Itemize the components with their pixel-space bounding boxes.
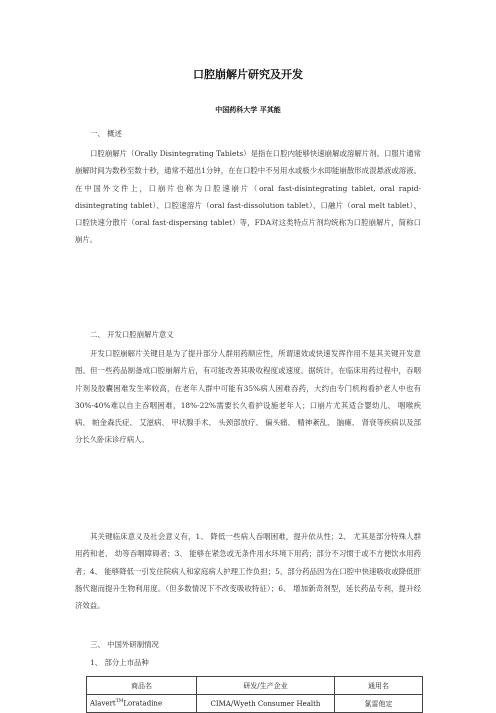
paragraph-significance-2: 其关键临床意义及社会意义有，1、 降低一些病人吞咽困难，提升依从性；2、 尤其是部分特殊人群用药和老、 幼等吞咽障碍者；3、 能够在紧急或无条件用水环境下用药；部分不习惯于或不方便饮水用药者；4、 能够降低一引发住院病人和家庭病人护理工作负担；5、部分药品因为在口腔中快速吸收或降低肝肠代谢而提升生物利用度。（但多数情况下不改变吸收特征）；6、 增加新奇剂型，延长药品专利，提升经济效益。 (75, 532, 421, 611)
table-header-company: 研发/生产企业 (197, 677, 335, 695)
table-row (87, 695, 423, 713)
paragraph-significance-1: 开发口腔崩解片关键目是为了提升部分人群用药顺应性，所谓速效或快速发挥作用不是其关键开发意图。但一些药品制备成口腔崩解片后，有可能改善其吸收程度或速度。据统计，在临床用药过程中，吞咽片剂及胶囊困难发生率较高，在老年人群中可能有35%病人困难吞药，大约由专门机构看护老人中也有30%-40%难以自主吞咽困难，18%-22%需要长久看护设施老年人；口崩片尤其适合婴幼儿、 咽喉疾病、 帕金森氏症、 艾滋病、 甲状腺手术、 头颈部放疗、 偏头痛、 精神紊乱、 脑瘫、 肾衰等疾病以及部分长久卧床诊疗病人。 (75, 349, 421, 445)
section-heading-significance: 二、 开发口腔崩解片意义 (90, 330, 174, 339)
trademark-mark: TM (115, 699, 124, 705)
products-table (86, 676, 423, 713)
section-heading-research: 三、 中国外研制情况 (90, 640, 159, 649)
paragraph-overview: 口腔崩解片（Orally Disintegrating Tablets）是指在口腔内能够快速崩解或溶解片剂。口服片通常崩解时间为数秒至数十秒，通常不超出1分钟，在在口腔中不另用水或极少水即能崩散形成混悬液或溶液。在中国外文件上，口崩片也称为口腔速崩片（oral fast-disintegrating tablet, oral rapid-disintegrating tablet）、口腔速溶片（oral fast-dissolution tablet）、口融片（oral melt tablet）、口腔快速分散片（oral fast-dispersing tablet）等，FDA对这类特点片剂均统称为口腔崩解片，简称口崩片。 (75, 149, 421, 245)
brand-name: Alavert (90, 699, 116, 708)
document-title: 口腔崩解片研究及开发 (193, 68, 303, 81)
subheading-marketed-products: 1、 部分上市品种 (90, 658, 149, 667)
table-cell-company: CIMA/Wyeth Consumer Health (197, 695, 335, 713)
section-heading-overview: 一、 概述 (90, 129, 122, 138)
table-cell-brand (87, 695, 197, 713)
table-cell-generic: 氯雷他定 (335, 695, 423, 713)
table-header-brand: 商品名 (87, 677, 197, 695)
author-line: 中国药科大学 平其能 (215, 106, 281, 114)
brand-suffix: Loratadine (123, 699, 163, 708)
table-header-generic: 通用名 (335, 677, 423, 695)
table-header-row (87, 677, 423, 695)
